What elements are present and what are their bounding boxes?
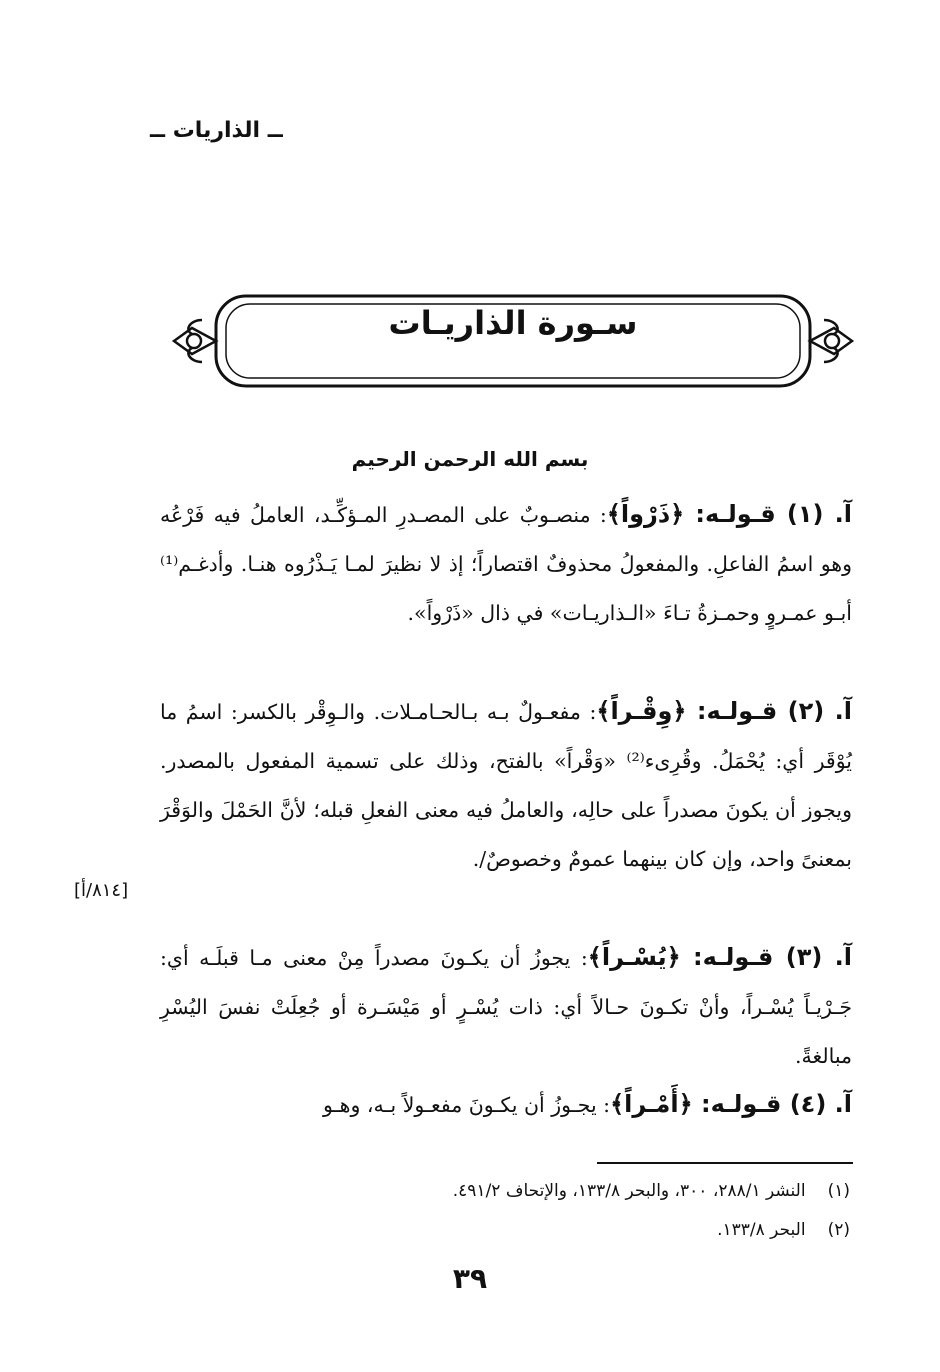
quran-word: ﴿أَمْـراً﴾ [610, 1090, 693, 1118]
verse-ref: آ. (٤) قـولـه: [692, 1090, 852, 1118]
commentary-text: : منصـوبٌ على المصـدرِ المـؤكِّـد، العاملُ فيه فَرْعُه وهو اسمُ الفاعلِ. والمفعولُ محذوفٌ اقتصاراً؛ إذ لا نظيرَ لمـا يَـذْرُوه هنـا. وأدغـم⁽¹⁾ أبـو عمـروٍ وحمـزةُ تـاءَ «الـذاريـات» في ذال «ذَرْواً». [160, 503, 852, 625]
verse-ref: آ. (١) قـولـه: [684, 500, 852, 528]
quran-word: ﴿ذَرْواً﴾ [606, 500, 685, 528]
footnote-text: النشر ٢٨٨/١، ٣٠٠، والبحر ١٣٣/٨، والإتحاف ٤٩١/٢. [452, 1181, 806, 1201]
surah-title: سـورة الذاريـات [388, 304, 638, 342]
verse-commentary-3 [160, 933, 852, 1081]
verse-commentary-4 [160, 1080, 852, 1130]
basmala: بسم الله الرحمن الرحيم [351, 447, 589, 471]
quran-word: ﴿وِقْـراً﴾ [596, 697, 687, 725]
verse-ref: آ. (٢) قـولـه: [686, 697, 853, 725]
footnote-number: (٢) [827, 1220, 850, 1240]
quran-word: ﴿يُسْـراً﴾ [587, 943, 681, 971]
verse-commentary-1 [160, 490, 852, 638]
surah-title-banner [168, 290, 858, 392]
footnote-number: (١) [827, 1181, 850, 1201]
commentary-text: : يجـوزُ أن يكـونَ مفعـولاً بـه، وهـو [323, 1093, 611, 1117]
verse-ref: آ. (٣) قـولـه: [680, 943, 852, 971]
footnote-1 [453, 1181, 850, 1201]
footnote-text: البحر ١٣٣/٨. [717, 1220, 806, 1240]
commentary-text: : يجوزُ أن يكـونَ مصدراً مِنْ معنى مـا قبلَـه أي: جَـرْيـاً يُسْـراً، وأنْ تكـونَ حـالاً أي: ذات يُسْـرٍ أو مَيْسَـرة أو جُعِلَتْ نفسَ اليُسْرِ مبالغةً. [160, 946, 852, 1068]
commentary-text: : مفعـولٌ بـه بـالحـامـلات. والـوِقْر بالكسر: اسمُ ما يُوْقَر أي: يُحْمَلُ. وقُرِىء⁽²⁾ «وَقْراً» بالفتح، وذلك على تسمية المفعول بالمصدر. ويجوز أن يكونَ مصدراً على حالِه، والعاملُ فيه معنى الفعلِ قبله؛ لأنَّ الحَمْلَ والوَقْرَ بمعنىً واحد، وإن كان بينهما عمومٌ وخصوصٌ/. [160, 700, 853, 871]
page-number: ٣٩ [452, 1262, 488, 1295]
running-head: ــ الذاريات ــ [150, 118, 283, 143]
manuscript-folio-note: [٨١٤/أ] [74, 880, 129, 901]
footnote-2 [717, 1220, 850, 1240]
footnote-divider [597, 1162, 853, 1164]
verse-commentary-2 [160, 687, 852, 884]
